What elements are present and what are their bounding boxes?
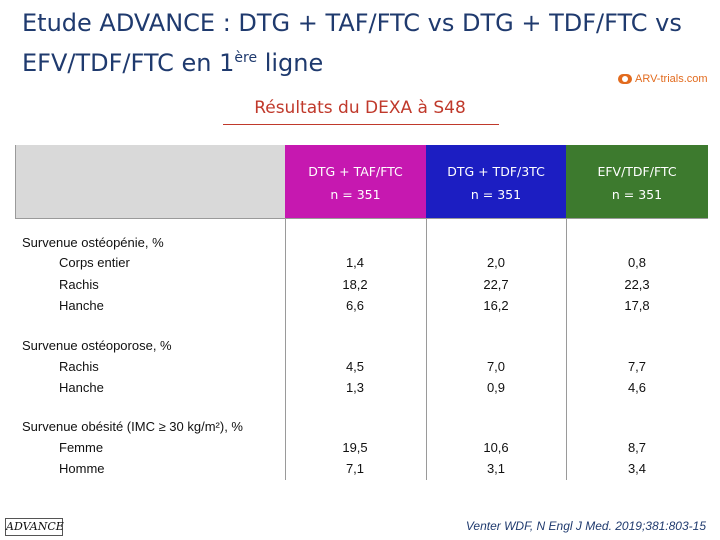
table-border-left (15, 145, 16, 218)
subtitle-underline (223, 124, 499, 125)
slide-title (22, 6, 712, 81)
table-cell: 3,4 (627, 461, 647, 476)
table-cell: 4,5 (345, 359, 365, 374)
table-cell: 1,3 (345, 380, 365, 395)
group-label-osteopenia: Survenue ostéopénie, % (22, 235, 164, 250)
column-header-tdf (426, 145, 566, 218)
logo-icon (618, 74, 632, 84)
table-cell: 8,7 (627, 440, 647, 455)
column-n: n = 351 (470, 187, 522, 202)
table-cell: 6,6 (345, 298, 365, 313)
table-cell: 1,4 (345, 255, 365, 270)
table-cell: 7,1 (345, 461, 365, 476)
column-n: n = 351 (330, 187, 381, 202)
group-label-obesity: Survenue obésité (IMC ≥ 30 kg/m²), % (22, 419, 243, 434)
table-cell: 10,6 (483, 440, 509, 455)
column-name: EFV/TDF/FTC (597, 164, 677, 179)
column-name: DTG + TDF/3TC (447, 164, 545, 179)
table-cell: 7,7 (627, 359, 647, 374)
column-header-efv (566, 145, 708, 218)
group-label-osteoporosis: Survenue ostéoporose, % (22, 338, 172, 353)
row-label: Corps entier (59, 255, 130, 270)
table-cell: 2,0 (486, 255, 506, 270)
table-cell: 18,2 (342, 277, 368, 292)
logo-text: ARV-trials.com (635, 73, 708, 85)
study-tag: ADVANCE (5, 518, 63, 536)
table-cell: 7,0 (486, 359, 506, 374)
table-header-rule (15, 218, 708, 219)
title-text: Etude ADVANCE : DTG + TAF/FTC vs DTG + TDF/FTC vs EFV/TDF/FTC en 1 (22, 9, 682, 77)
table-cell: 19,5 (342, 440, 368, 455)
column-name: DTG + TAF/FTC (308, 164, 403, 179)
column-header-taf (285, 145, 426, 218)
row-label: Hanche (59, 298, 104, 313)
row-label: Homme (59, 461, 105, 476)
title-end: ligne (257, 49, 324, 77)
title-superscript: ère (234, 50, 258, 66)
arv-trials-logo (618, 70, 708, 88)
table-cell: 4,6 (627, 380, 647, 395)
table-cell: 22,3 (624, 277, 650, 292)
row-label: Hanche (59, 380, 104, 395)
table-cell: 3,1 (486, 461, 506, 476)
table-cell: 0,9 (486, 380, 506, 395)
column-n: n = 351 (611, 187, 663, 202)
table-cell: 16,2 (483, 298, 509, 313)
table-cell: 17,8 (624, 298, 650, 313)
table-header-blank (15, 145, 285, 218)
table-cell: 22,7 (483, 277, 509, 292)
row-label: Femme (59, 440, 104, 455)
row-label: Rachis (59, 277, 99, 292)
table-cell: 0,8 (627, 255, 647, 270)
row-label: Rachis (59, 359, 99, 374)
citation: Venter WDF, N Engl J Med. 2019;381:803-15 (465, 519, 706, 533)
subtitle: Résultats du DEXA à S48 (254, 98, 466, 118)
